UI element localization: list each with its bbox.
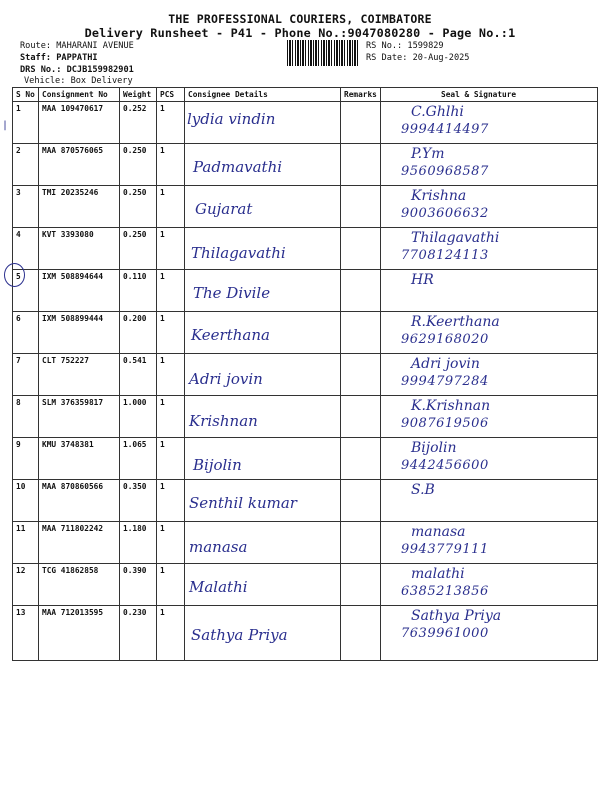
cell-signature bbox=[381, 102, 598, 144]
rs-number: RS No.: 1599829 bbox=[366, 41, 444, 51]
cell-weight: 1.000 bbox=[120, 396, 157, 438]
table-row bbox=[13, 270, 598, 312]
table-row bbox=[13, 564, 598, 606]
cell-signature bbox=[381, 186, 598, 228]
consignee-name-handwritten: Gujarat bbox=[195, 200, 253, 218]
cell-consignee bbox=[185, 102, 341, 144]
table-row bbox=[13, 228, 598, 270]
route-label: Route: MAHARANI AVENUE bbox=[20, 41, 134, 51]
cell-consignment-no: MAA 870576065 bbox=[39, 144, 120, 186]
signature-handwritten: Sathya Priya bbox=[411, 608, 502, 624]
barcode bbox=[287, 40, 360, 66]
table-row bbox=[13, 312, 598, 354]
col-weight: Weight bbox=[120, 88, 157, 102]
cell-pcs: 1 bbox=[157, 312, 185, 354]
cell-sno: 5 bbox=[13, 270, 39, 312]
cell-consignment-no: MAA 109470617 bbox=[39, 102, 120, 144]
cell-sno: 1 bbox=[13, 102, 39, 144]
consignee-name-handwritten: Adri jovin bbox=[189, 370, 263, 388]
table-row bbox=[13, 102, 598, 144]
cell-signature bbox=[381, 480, 598, 522]
cell-consignment-no: TCG 41862858 bbox=[39, 564, 120, 606]
cell-remarks bbox=[341, 312, 381, 354]
table-row bbox=[13, 354, 598, 396]
cell-weight: 0.250 bbox=[120, 186, 157, 228]
company-title: THE PROFESSIONAL COURIERS, COIMBATORE bbox=[168, 12, 432, 26]
cell-weight: 0.200 bbox=[120, 312, 157, 354]
cell-weight: 1.065 bbox=[120, 438, 157, 480]
cell-weight: 0.541 bbox=[120, 354, 157, 396]
cell-weight: 0.250 bbox=[120, 228, 157, 270]
cell-remarks bbox=[341, 354, 381, 396]
cell-weight: 1.180 bbox=[120, 522, 157, 564]
cell-weight: 0.230 bbox=[120, 606, 157, 661]
cell-remarks bbox=[341, 606, 381, 661]
cell-remarks bbox=[341, 144, 381, 186]
col-consignment: Consignment No bbox=[39, 88, 120, 102]
cell-consignee bbox=[185, 606, 341, 661]
phone-handwritten: 9003606632 bbox=[401, 206, 489, 221]
cell-signature bbox=[381, 270, 598, 312]
cell-pcs: 1 bbox=[157, 606, 185, 661]
cell-consignee bbox=[185, 144, 341, 186]
consignee-name-handwritten: Krishnan bbox=[189, 412, 258, 430]
cell-consignment-no: CLT 752227 bbox=[39, 354, 120, 396]
cell-remarks bbox=[341, 186, 381, 228]
row-5-circle-mark bbox=[4, 263, 25, 287]
cell-consignee bbox=[185, 270, 341, 312]
cell-sno: 8 bbox=[13, 396, 39, 438]
cell-remarks bbox=[341, 270, 381, 312]
consignee-name-handwritten: Sathya Priya bbox=[191, 626, 288, 644]
cell-signature bbox=[381, 228, 598, 270]
cell-signature bbox=[381, 144, 598, 186]
consignee-name-handwritten: The Divile bbox=[193, 284, 271, 302]
cell-consignment-no: KMU 3748381 bbox=[39, 438, 120, 480]
cell-remarks bbox=[341, 438, 381, 480]
cell-sno: 12 bbox=[13, 564, 39, 606]
cell-remarks bbox=[341, 228, 381, 270]
phone-handwritten: 6385213856 bbox=[401, 584, 489, 599]
cell-remarks bbox=[341, 564, 381, 606]
signature-handwritten: K.Krishnan bbox=[411, 398, 491, 414]
cell-sno: 10 bbox=[13, 480, 39, 522]
col-consignee: Consignee Details bbox=[185, 88, 341, 102]
cell-weight: 0.110 bbox=[120, 270, 157, 312]
consignee-name-handwritten: lydia vindin bbox=[187, 110, 276, 128]
cell-consignee bbox=[185, 480, 341, 522]
cell-pcs: 1 bbox=[157, 438, 185, 480]
cell-signature bbox=[381, 522, 598, 564]
cell-signature bbox=[381, 438, 598, 480]
cell-sno: 3 bbox=[13, 186, 39, 228]
signature-handwritten: manasa bbox=[411, 524, 466, 540]
signature-handwritten: P.Ym bbox=[411, 146, 445, 162]
table-row bbox=[13, 396, 598, 438]
signature-handwritten: C.Ghlhi bbox=[411, 104, 464, 120]
phone-handwritten: 9994414497 bbox=[401, 122, 489, 137]
cell-pcs: 1 bbox=[157, 564, 185, 606]
rs-date: RS Date: 20-Aug-2025 bbox=[366, 53, 470, 63]
cell-consignment-no: IXM 508894644 bbox=[39, 270, 120, 312]
staff-label: Staff: PAPPATHI bbox=[20, 53, 98, 63]
cell-consignee bbox=[185, 396, 341, 438]
table-row bbox=[13, 186, 598, 228]
signature-handwritten: HR bbox=[411, 272, 434, 288]
phone-handwritten: 9629168020 bbox=[401, 332, 489, 347]
cell-signature bbox=[381, 354, 598, 396]
cell-pcs: 1 bbox=[157, 102, 185, 144]
cell-sno: 11 bbox=[13, 522, 39, 564]
cell-consignee bbox=[185, 354, 341, 396]
runsheet-table bbox=[12, 87, 598, 661]
cell-consignment-no: MAA 870860566 bbox=[39, 480, 120, 522]
signature-handwritten: Krishna bbox=[411, 188, 467, 204]
phone-handwritten: 9442456600 bbox=[401, 458, 489, 473]
cell-signature bbox=[381, 312, 598, 354]
cell-weight: 0.252 bbox=[120, 102, 157, 144]
table-row bbox=[13, 522, 598, 564]
consignee-name-handwritten: Keerthana bbox=[191, 326, 270, 344]
phone-handwritten: 9087619506 bbox=[401, 416, 489, 431]
consignee-name-handwritten: Padmavathi bbox=[193, 158, 283, 176]
cell-consignee bbox=[185, 186, 341, 228]
cell-pcs: 1 bbox=[157, 396, 185, 438]
cell-pcs: 1 bbox=[157, 144, 185, 186]
cell-consignee bbox=[185, 522, 341, 564]
table-header-row bbox=[13, 88, 598, 102]
consignee-name-handwritten: Senthil kumar bbox=[189, 494, 297, 512]
cell-sno: 9 bbox=[13, 438, 39, 480]
table-row bbox=[13, 480, 598, 522]
cell-consignment-no: MAA 711802242 bbox=[39, 522, 120, 564]
signature-handwritten: malathi bbox=[411, 566, 465, 582]
cell-consignee bbox=[185, 564, 341, 606]
consignee-name-handwritten: manasa bbox=[189, 538, 248, 556]
phone-handwritten: 9943779111 bbox=[401, 542, 489, 557]
col-pcs: PCS bbox=[157, 88, 185, 102]
phone-handwritten: 9560968587 bbox=[401, 164, 489, 179]
cell-signature bbox=[381, 606, 598, 661]
cell-consignment-no: MAA 712013595 bbox=[39, 606, 120, 661]
cell-consignee bbox=[185, 228, 341, 270]
cell-pcs: 1 bbox=[157, 522, 185, 564]
signature-handwritten: R.Keerthana bbox=[411, 314, 500, 330]
phone-handwritten: 9994797284 bbox=[401, 374, 489, 389]
cell-remarks bbox=[341, 102, 381, 144]
cell-pcs: 1 bbox=[157, 186, 185, 228]
signature-handwritten: Bijolin bbox=[411, 440, 457, 456]
vehicle-label: Vehicle: Box Delivery bbox=[24, 76, 133, 86]
phone-handwritten: 7708124113 bbox=[401, 248, 489, 263]
col-signature: Seal & Signature bbox=[381, 88, 598, 102]
cell-weight: 0.390 bbox=[120, 564, 157, 606]
cell-signature bbox=[381, 396, 598, 438]
runsheet-subtitle: Delivery Runsheet - P41 - Phone No.:9047080280 - Page No.:1 bbox=[84, 26, 516, 40]
cell-consignment-no: SLM 376359817 bbox=[39, 396, 120, 438]
cell-consignment-no: KVT 3393080 bbox=[39, 228, 120, 270]
consignee-name-handwritten: Thilagavathi bbox=[191, 244, 286, 262]
table-row bbox=[13, 144, 598, 186]
cell-weight: 0.350 bbox=[120, 480, 157, 522]
signature-handwritten: Adri jovin bbox=[411, 356, 480, 372]
cell-sno: 13 bbox=[13, 606, 39, 661]
cell-consignment-no: TMI 20235246 bbox=[39, 186, 120, 228]
margin-tick-mark: | bbox=[2, 120, 9, 131]
table-row bbox=[13, 438, 598, 480]
col-remarks: Remarks bbox=[341, 88, 381, 102]
cell-signature bbox=[381, 564, 598, 606]
cell-remarks bbox=[341, 480, 381, 522]
phone-handwritten: 7639961000 bbox=[401, 626, 489, 641]
cell-sno: 7 bbox=[13, 354, 39, 396]
cell-remarks bbox=[341, 396, 381, 438]
col-sno: S No bbox=[13, 88, 39, 102]
cell-sno: 2 bbox=[13, 144, 39, 186]
signature-handwritten: S.B bbox=[411, 482, 435, 498]
cell-consignment-no: IXM 508899444 bbox=[39, 312, 120, 354]
cell-pcs: 1 bbox=[157, 228, 185, 270]
signature-handwritten: Thilagavathi bbox=[411, 230, 500, 246]
cell-weight: 0.250 bbox=[120, 144, 157, 186]
consignee-name-handwritten: Malathi bbox=[189, 578, 248, 596]
cell-pcs: 1 bbox=[157, 270, 185, 312]
cell-sno: 4 bbox=[13, 228, 39, 270]
cell-pcs: 1 bbox=[157, 480, 185, 522]
cell-pcs: 1 bbox=[157, 354, 185, 396]
cell-remarks bbox=[341, 522, 381, 564]
drs-label: DRS No.: DCJB159982901 bbox=[20, 65, 134, 75]
cell-consignee bbox=[185, 438, 341, 480]
consignee-name-handwritten: Bijolin bbox=[193, 456, 242, 474]
cell-consignee bbox=[185, 312, 341, 354]
table-row bbox=[13, 606, 598, 661]
cell-sno: 6 bbox=[13, 312, 39, 354]
